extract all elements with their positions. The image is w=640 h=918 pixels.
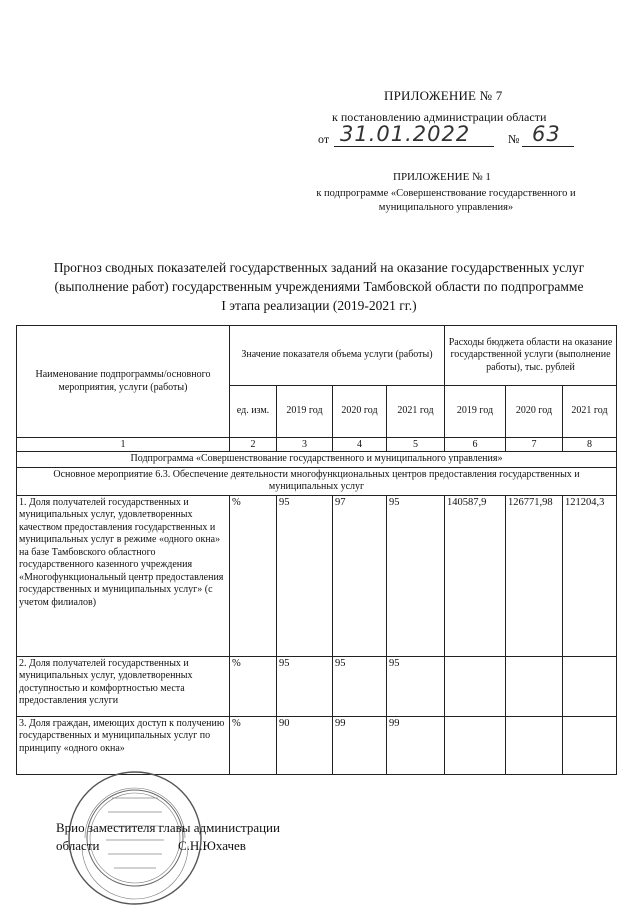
date-underline xyxy=(334,146,494,147)
header-year-2021: 2021 год xyxy=(387,386,445,438)
value-2019: 95 xyxy=(277,656,333,716)
number-label: № xyxy=(508,132,520,146)
signatory-name: С.Н.Юхачев xyxy=(177,838,246,853)
value-2020: 95 xyxy=(333,656,387,716)
sub-appendix-line1: к подпрограмме «Совершенствование государственного и xyxy=(316,188,576,199)
table-row xyxy=(17,716,617,774)
indicators-table xyxy=(16,325,617,775)
header-exp-2021: 2021 год xyxy=(563,386,617,438)
handwritten-number: 63 xyxy=(532,122,561,146)
signature-position: Врио заместителя главы администрации xyxy=(56,820,280,835)
appendix-title: ПРИЛОЖЕНИЕ № 7 xyxy=(384,88,503,103)
expense-2021: 121204,3 xyxy=(563,495,617,656)
sub-appendix-line2: муниципального управления» xyxy=(378,202,514,213)
col-number: 4 xyxy=(333,438,387,452)
col-number: 5 xyxy=(387,438,445,452)
indicator-name: 2. Доля получателей государственных и муниципальных услуг, удовлетворенных доступностью и комфортностью места предоставления услуги xyxy=(17,656,230,716)
header-name-cell: Наименование подпрограммы/основного мероприятия, услуги (работы) xyxy=(17,326,230,438)
value-2019: 90 xyxy=(277,716,333,774)
value-2021: 99 xyxy=(387,716,445,774)
unit-cell: % xyxy=(230,495,277,656)
col-number: 7 xyxy=(506,438,563,452)
expense-2021 xyxy=(563,716,617,774)
value-2021: 95 xyxy=(387,495,445,656)
handwritten-date: 31.01.2022 xyxy=(340,122,471,146)
expense-2019 xyxy=(445,656,506,716)
title-line2: (выполнение работ) государственным учреждениями Тамбовской области по подпрограмме xyxy=(54,279,584,294)
header-year-2020: 2020 год xyxy=(333,386,387,438)
expense-2020: 126771,98 xyxy=(506,495,563,656)
col-number: 2 xyxy=(230,438,277,452)
subprogram-row: Подпрограмма «Совершенствование государственного и муниципального управления» xyxy=(17,452,617,468)
expense-2021 xyxy=(563,656,617,716)
expense-2019 xyxy=(445,716,506,774)
indicator-name: 1. Доля получателей государственных и муниципальных услуг, удовлетворенных качеством предоставления государственных и муниципальных услуг в режиме «одного окна» на базе Тамбовского областного государственного казенного учреждения «Многофункциональный центр предоставления государственных и муниципальных услуг» (с учетом филиалов) xyxy=(17,495,230,656)
document-title xyxy=(24,258,614,315)
value-2020: 99 xyxy=(333,716,387,774)
signature-region: области xyxy=(56,838,100,853)
header-unit: ед. изм. xyxy=(230,386,277,438)
col-number: 8 xyxy=(563,438,617,452)
value-2019: 95 xyxy=(277,495,333,656)
title-line1: Прогноз сводных показателей государственных заданий на оказание государственных услуг xyxy=(53,260,585,275)
col-number: 1 xyxy=(17,438,230,452)
resolution-date-number xyxy=(318,122,578,148)
from-label: от xyxy=(318,132,330,146)
title-line3: I этапа реализации (2019-2021 гг.) xyxy=(221,298,417,313)
expense-2019: 140587,9 xyxy=(445,495,506,656)
table-row xyxy=(17,656,617,716)
resolution-reference: к постановлению администрации области xyxy=(332,110,547,124)
sub-appendix-reference xyxy=(296,187,596,215)
header-expenses-cell: Расходы бюджета области на оказание государственной услуги (выполнение работы), тыс. рублей xyxy=(445,326,617,386)
number-underline xyxy=(522,146,574,147)
unit-cell: % xyxy=(230,656,277,716)
header-exp-2019: 2019 год xyxy=(445,386,506,438)
expense-2020 xyxy=(506,656,563,716)
unit-cell: % xyxy=(230,716,277,774)
sub-appendix-title: ПРИЛОЖЕНИЕ № 1 xyxy=(393,171,491,183)
header-year-2019: 2019 год xyxy=(277,386,333,438)
value-2020: 97 xyxy=(333,495,387,656)
header-exp-2020: 2020 год xyxy=(506,386,563,438)
indicator-name: 3. Доля граждан, имеющих доступ к получению государственных и муниципальных услуг по принципу «одного окна» xyxy=(17,716,230,774)
col-number: 3 xyxy=(277,438,333,452)
signature-name-line xyxy=(56,838,246,854)
value-2021: 95 xyxy=(387,656,445,716)
measure-row: Основное мероприятие 6.3. Обеспечение деятельности многофункциональных центров предоставления государственных и муниципальных услуг xyxy=(17,467,617,495)
col-number: 6 xyxy=(445,438,506,452)
expense-2020 xyxy=(506,716,563,774)
table-row xyxy=(17,495,617,656)
header-indicator-cell: Значение показателя объема услуги (работы) xyxy=(230,326,445,386)
